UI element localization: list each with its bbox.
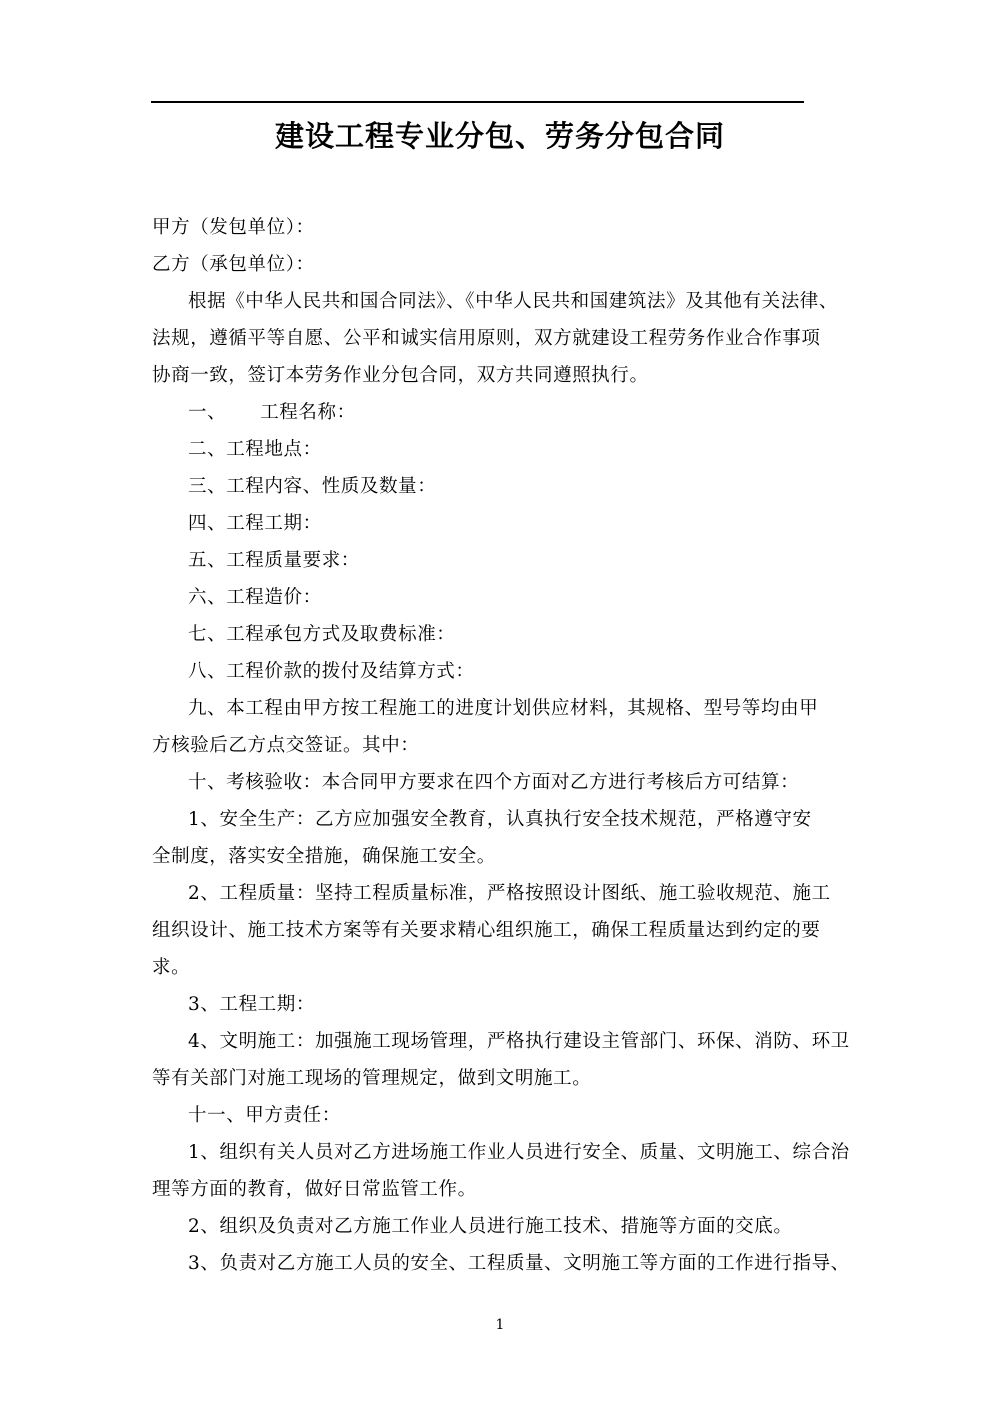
page-number: 1	[495, 1317, 505, 1333]
clause-8: 八、工程价款的拨付及结算方式：	[188, 661, 475, 682]
item-10-4-line: 等有关部门对施工现场的管理规定，做到文明施工。	[152, 1068, 592, 1089]
item-10-4-line: 4、文明施工：加强施工现场管理，严格执行建设主管部门、环保、消防、环卫	[188, 1031, 850, 1052]
intro-line: 法规，遵循平等自愿、公平和诚实信用原则，双方就建设工程劳务作业合作事项	[152, 328, 821, 349]
clause-4: 四、工程工期：	[188, 513, 322, 534]
clause-10: 十、考核验收：本合同甲方要求在四个方面对乙方进行考核后方可结算：	[188, 772, 800, 793]
clause-7: 七、工程承包方式及取费标准：	[188, 624, 456, 645]
clause-9-line: 方核验后乙方点交签证。其中：	[152, 735, 420, 756]
document-title: 建设工程专业分包、劳务分包合同	[274, 119, 725, 153]
clause-11: 十一、甲方责任：	[188, 1105, 341, 1126]
item-11-2: 2、组织及负责对乙方施工作业人员进行施工技术、措施等方面的交底。	[188, 1216, 793, 1237]
intro-line: 协商一致，签订本劳务作业分包合同，双方共同遵照执行。	[152, 365, 649, 386]
clause-3: 三、工程内容、性质及数量：	[188, 476, 437, 497]
header-rule	[151, 101, 804, 103]
item-10-3: 3、工程工期：	[188, 994, 315, 1015]
party-b-line: 乙方（承包单位）：	[152, 254, 315, 275]
clause-1	[188, 400, 356, 426]
item-10-2-line: 求。	[152, 957, 191, 978]
intro-line: 根据《中华人民共和国合同法》、《中华人民共和国建筑法》及其他有关法律、	[188, 291, 839, 312]
item-10-1-line: 全制度，落实安全措施，确保施工安全。	[152, 846, 496, 867]
item-10-1-line: 1、安全生产：乙方应加强安全教育，认真执行安全技术规范，严格遵守安	[188, 809, 812, 830]
item-11-1-line: 1、组织有关人员对乙方进场施工作业人员进行安全、质量、文明施工、综合治	[188, 1142, 850, 1163]
clause-5: 五、工程质量要求：	[188, 550, 360, 571]
clause-9-line: 九、本工程由甲方按工程施工的进度计划供应材料，其规格、型号等均由甲	[188, 698, 819, 719]
clause-6: 六、工程造价：	[188, 587, 322, 608]
item-11-3: 3、负责对乙方施工人员的安全、工程质量、文明施工等方面的工作进行指导、	[188, 1253, 850, 1274]
clause-1-number: 一、	[188, 402, 227, 423]
clause-2: 二、工程地点：	[188, 439, 322, 460]
item-11-1-line: 理等方面的教育，做好日常监管工作。	[152, 1179, 477, 1200]
clause-1-text: 工程名称：	[260, 402, 356, 423]
item-10-2-line: 组织设计、施工技术方案等有关要求精心组织施工，确保工程质量达到约定的要	[152, 920, 821, 941]
party-a-line: 甲方（发包单位）：	[152, 217, 315, 238]
item-10-2-line: 2、工程质量：坚持工程质量标准，严格按照设计图纸、施工验收规范、施工	[188, 883, 831, 904]
